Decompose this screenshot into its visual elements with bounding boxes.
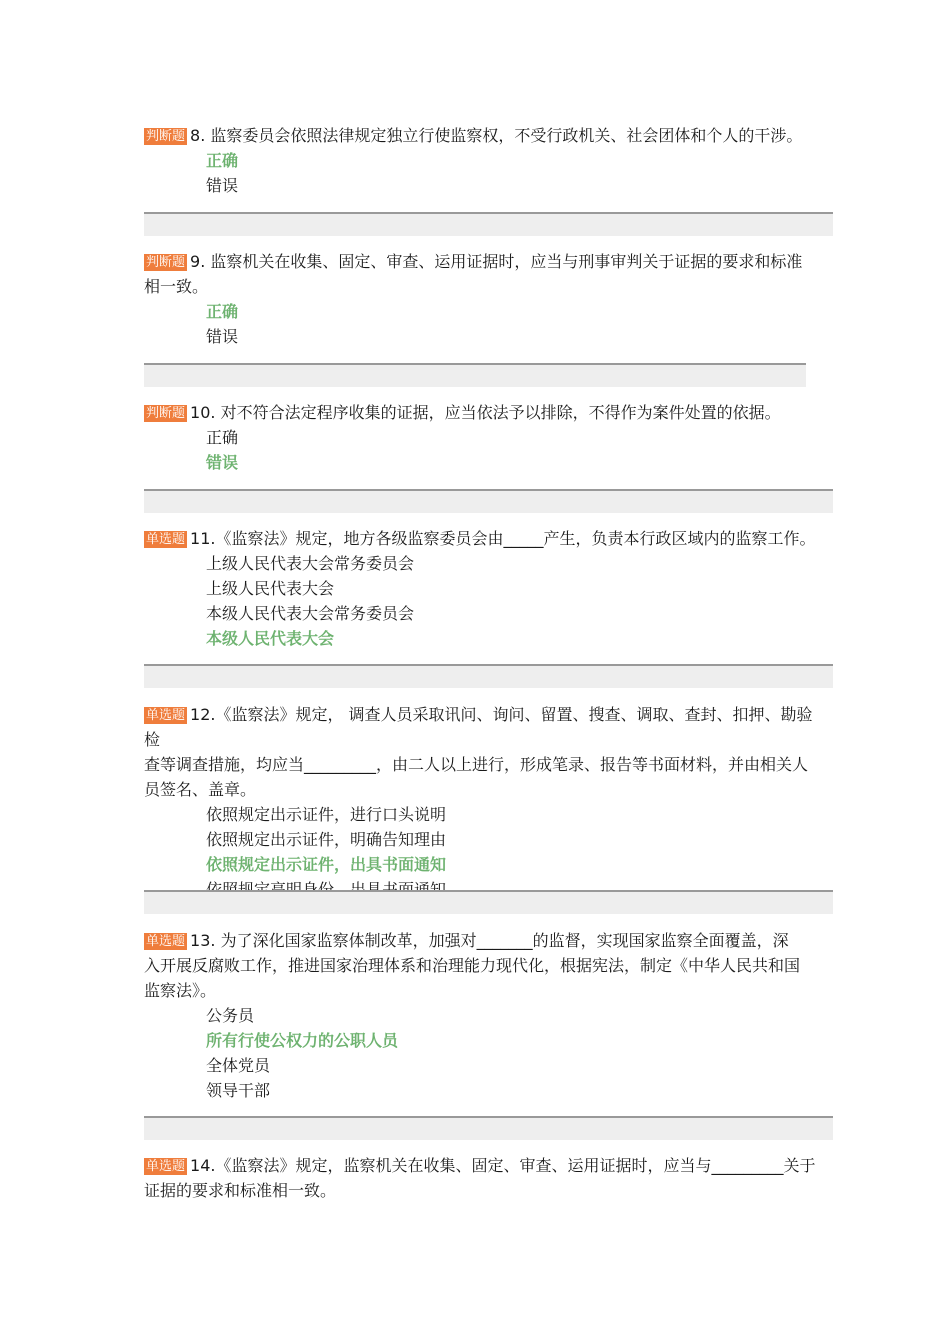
question-type-tag: 判断题 <box>146 255 186 270</box>
question-number: 10. <box>190 403 216 422</box>
question-separator <box>144 1116 833 1140</box>
question-12 <box>144 702 816 902</box>
question-separator <box>144 363 806 387</box>
option-correct-answer: 依照规定出示证件，出具书面通知 <box>206 855 447 874</box>
question-text-line: 监察机关在收集、固定、审查、运用证据时，应当与刑事审判关于证据的要求和标准 <box>210 252 803 271</box>
option: 正确 <box>206 428 239 447</box>
option: 上级人民代表大会常务委员会 <box>206 554 415 573</box>
option: 依照规定出示证件，进行口头说明 <box>206 805 447 824</box>
option: 领导干部 <box>206 1081 271 1100</box>
question-text-line: 《监察法》规定， 调查人员采取讯问、询问、留置、搜查、调取、查封、扣押、勘验检 <box>144 705 813 749</box>
question-text-line: 监察委员会依照法律规定独立行使监察权，不受行政机关、社会团体和个人的干涉。 <box>210 126 803 145</box>
question-text-line: 员签名、盖章。 <box>144 780 257 799</box>
question-text <box>144 1153 816 1178</box>
question-text-line: 相一致。 <box>144 277 209 296</box>
question-type-tag: 单选题 <box>146 708 186 723</box>
option-correct-answer: 正确 <box>206 151 239 170</box>
question-number: 12. <box>190 705 216 724</box>
option: 错误 <box>206 327 239 346</box>
option: 依照规定出示证件，明确告知理由 <box>206 830 447 849</box>
question-number: 14. <box>190 1156 216 1175</box>
question-9 <box>144 249 816 349</box>
option: 上级人民代表大会 <box>206 579 335 598</box>
question-8 <box>144 123 816 198</box>
question-text-line: 《监察法》规定，地方各级监察委员会由_____产生，负责本行政区域内的监察工作。 <box>215 529 816 548</box>
question-text <box>144 928 816 953</box>
question-11 <box>144 526 816 651</box>
question-text-line: 查等调查措施，均应当_________，由二人以上进行，形成笔录、报告等书面材料，并由相关人 <box>144 755 809 774</box>
question-text-line: 监察法》。 <box>144 981 217 1000</box>
question-text <box>144 400 816 425</box>
question-type-tag: 单选题 <box>146 532 186 547</box>
question-type-tag: 判断题 <box>146 129 186 144</box>
question-type-tag: 判断题 <box>146 406 186 421</box>
option-correct-answer: 本级人民代表大会 <box>206 629 335 648</box>
question-number: 8. <box>190 126 206 145</box>
question-13 <box>144 928 816 1103</box>
question-text-line: 对不符合法定程序收集的证据，应当依法予以排除，不得作为案件处置的依据。 <box>220 403 781 422</box>
question-type-tag: 单选题 <box>146 1159 186 1174</box>
question-text-line: 证据的要求和标准相一致。 <box>144 1181 337 1200</box>
question-text <box>144 702 816 752</box>
question-text <box>144 526 816 551</box>
option-correct-answer: 错误 <box>206 453 239 472</box>
question-separator <box>144 212 833 236</box>
question-10 <box>144 400 816 475</box>
question-text <box>144 123 816 148</box>
question-separator <box>144 890 833 914</box>
question-separator <box>144 489 833 513</box>
question-separator <box>144 664 833 688</box>
option: 错误 <box>206 176 239 195</box>
option: 本级人民代表大会常务委员会 <box>206 604 415 623</box>
question-number: 11. <box>190 529 216 548</box>
question-text-line: 《监察法》规定，监察机关在收集、固定、审查、运用证据时，应当与_________关于 <box>215 1156 816 1175</box>
question-number: 9. <box>190 252 206 271</box>
option-correct-answer: 所有行使公权力的公职人员 <box>206 1031 399 1050</box>
question-text-line: 入开展反腐败工作，推进国家治理体系和治理能力现代化，根据宪法，制定《中华人民共和国 <box>144 956 801 975</box>
option: 全体党员 <box>206 1056 271 1075</box>
option: 公务员 <box>206 1006 255 1025</box>
question-text-line: 为了深化国家监察体制改革，加强对_______的监督，实现国家监察全面覆盖，深 <box>220 931 789 950</box>
question-14 <box>144 1153 816 1203</box>
question-type-tag: 单选题 <box>146 934 186 949</box>
option-correct-answer: 正确 <box>206 302 239 321</box>
question-number: 13. <box>190 931 216 950</box>
question-text <box>144 249 816 274</box>
